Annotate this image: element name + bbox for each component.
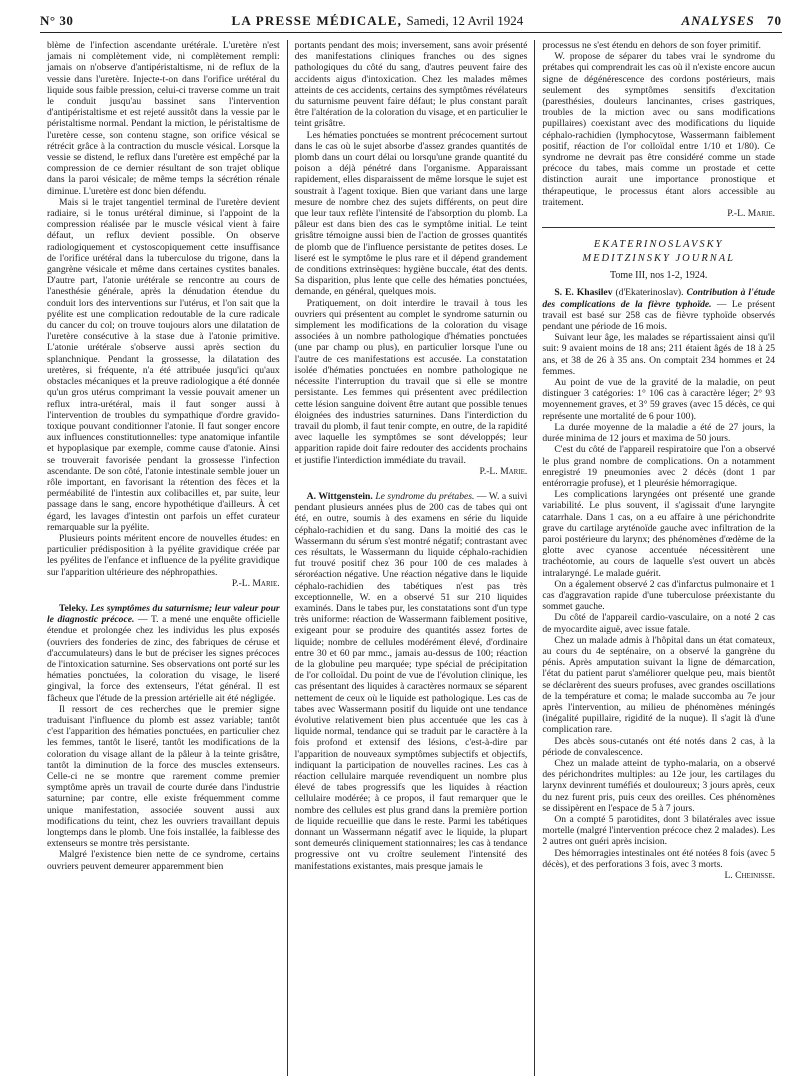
article-paragraph	[47, 603, 280, 704]
paragraph: Chez un malade admis à l'hôpital dans un état comateux, au cours du 4e septénaire, on a observé la gangrène du pénis. Après amputation suivant la ligne de démarcation, l'état du patient parut s'améliorer quelque peu, mais bientôt se déclarèrent des sueurs profuses, avec grandes oscillations de la température et coma; le malade succomba au 7e jour après l'intervention, au milieu de phénomènes méningés (inégalité pupillaire, rigidité de la nuque). Il s'agit là d'une complication rare.	[542, 634, 776, 736]
author-signature: L. Cheinisse.	[724, 870, 776, 882]
paragraph: Pratiquement, on doit interdire le travail à tous les ouvriers qui présentent au complet le syndrome saturnin ou simplement les modifications de la coloration du visage associées à un nombre pathologique d'hématies ponctuées (une par champ ou plus), en particulier lorsque l'une ou l'autre de ces manifestations est accusée. La constatation isolée d'hématies ponctuées en nombre pathologique ne nécessite l'interruption du travail que si elle se montre persistante. Les femmes qui présentent avec prédilection cette lésion sanguine doivent être autant que possible tenues éloignées des industries saturnines. Dans l'interdiction du travail du plomb, il faut tenir compte, en outre, de la rapidité avec laquelle les symptômes se sont développés; leur apparition rapide doit faire redouter des accidents prochains et justifie l'interdiction immédiate du travail.	[294, 297, 528, 466]
article-title: Contribution à l'étude des complications de la fièvre typhoïde.	[542, 287, 776, 310]
paragraph: Des hémorragies intestinales ont été notées 8 fois (avec 5 décès), et des perforations 3 fois, avec 3 morts.	[542, 847, 776, 870]
section-name: ANALYSES	[681, 13, 755, 28]
author-signature: P.-L. Marie.	[479, 465, 528, 477]
article-author: S. E. Khasilev	[554, 287, 613, 299]
paragraph: On a également observé 2 cas d'infarctus pulmonaire et 1 cas d'aggravation rapide d'une tuberculose préexistante du sommet gauche.	[542, 578, 776, 613]
paragraph: Suivant leur âge, les malades se répartissaient ainsi qu'il suit: 9 avaient moins de 18 ans; 211 étaient âgés de 18 à 25 ans, et 38 de 26 à 35 ans. On comptait 234 hommes et 24 femmes.	[542, 332, 776, 377]
section-page-number: 70	[766, 13, 782, 28]
page-header	[40, 10, 782, 33]
article-author: A. Wittgenstein.	[306, 490, 373, 502]
paragraph: C'est du côté de l'appareil respiratoire que l'on a observé le plus grand nombre de complications. On a notamment enregistré 19 pneumonies avec 2 décès (dont 1 par entérorragie profuse), et 1 pleurésie hémorragique.	[542, 444, 776, 489]
author-signature: P.-L. Marie.	[727, 208, 776, 220]
page-number: N° 30	[40, 13, 74, 28]
journal-name-line: EKATERINOSLAVSKY	[593, 239, 724, 251]
article-affiliation: (d'Ekaterinoslav).	[615, 287, 684, 299]
running-title	[232, 13, 524, 29]
paragraph: Les complications laryngées ont présenté une grande variabilité. Le plus souvent, il s'agissait d'une laryngite catarrhale. Dans 1 cas, on a eu affaire à une périchondrite grave du cartilage aryténoïde gauche avec infiltration de la paroi postérieure du larynx; des phénomènes d'œdème de la glotte avec cyanose accentuée nécessitèrent une trachéotomie, au cours de laquelle s'est ouvert un abcès intralaryngé. Le malade guérit.	[542, 489, 776, 579]
paragraph: Au point de vue de la gravité de la maladie, on peut distinguer 3 catégories: 1° 106 cas à caractère léger; 2° 93 moyennement graves, et 3° 59 graves (avec 15 décès, ce qui représente une mortalité de 6 pour 100).	[542, 377, 776, 422]
journal-name-line: MEDITZINSKY JOURNAL	[582, 253, 735, 265]
article-text: — Le présent travail est basé sur 258 cas de fièvre typhoïde observés pendant une période de 16 mois.	[542, 298, 776, 333]
article-title: Le syndrome du prétabes.	[375, 490, 475, 502]
paragraph: processus ne s'est étendu en dehors de son foyer primitif.	[542, 40, 761, 51]
article-text: — W. a suivi pendant plusieurs années plus de 200 cas de tabes qui ont été, en outre, soumis à des examens en série du liquide céphalo-rachidien et du sang. Dans la moitié des cas le Wassermann du sérum s'est montré négatif; contrastant avec ces résultats, le Wassermann du liquide céphalo-rachidien fut trouvé positif chez 36 pour 100 de ces malades à séroréaction négative. Une réaction négative dans le liquide céphalo-rachidien des tabétiques n'est pas très exceptionnelle, W. en a observé 51 sur 210 liquides examinés. Dans le tabes pur, les constatations sont d'un type très uniforme: réaction de Wassermann faiblement positive, exigeant pour se produire des quantités assez fortes de liquide; nombre de cellules modérément élevé, d'ordinaire entre 30 et 60 par mmc., jamais au-dessus de 100; réaction de la globuline peu marquée; type spécial de précipitation de l'or colloïdal. Du point de vue de l'évolution clinique, les cas présentant des liquides à caractères normaux se séparent nettement de ceux où le liquide est pathologique. Les cas de tabes avec Wassermann positif du liquide ont une tendance évolutive relativement bien plus accentuée que les cas à liquide normal, tendance qui se traduit par le caractère à la fois profond et extensif des lésions, c'est-à-dire par l'apparition de nouveaux symptômes subjectifs et objectifs, indiquant la participation de nouvelles racines. Les cas à réaction cellulaire marquée revendiquent un nombre plus élevé de tabes progressifs que les liquides à réaction cellulaire modérée; à ce propos, il faut remarquer que le nombre des cellules est plus grand dans la première portion de liquide recueillie que dans le reste. Parmi les tabétiques donnant un Wassermann négatif avec le liquide, la plupart sont demeurés cliniquement stationnaires; les cas à tendance progressive ont vu croître seulement l'intensité des manifestations existantes, mais presque jamais le	[294, 490, 528, 872]
paragraph: Plusieurs points méritent encore de nouvelles études: en particulier prédisposition à la pyélite gravidique créée par les pyélites de l'enfance et influence de la pyélite gravidique sur l'apparition ultérieure des néphropathies.	[47, 532, 280, 578]
paragraph: La durée moyenne de la maladie a été de 27 jours, la durée minima de 12 jours et maxima de 50 jours.	[542, 421, 776, 445]
author-signature: P.-L. Marie.	[231, 577, 280, 589]
paragraph: Il ressort de ces recherches que le premier signe traduisant l'influence du plomb est assez variable; tantôt c'est l'apparition des hématies ponctuées, en particulier chez les femmes, tantôt le liseré, tantôt les modifications de la coloration du visage allant de la pâleur à la teinte grisâtre, tantôt la diminution de la force des muscles extenseurs. Celle-ci ne se montre que rarement comme premier symptôme après un travail de courte durée dans l'industrie saturnine; par contre, elle existe fréquemment comme unique manifestation, associée souvent aussi aux modifications du teint, chez les ouvriers travaillant depuis longtemps dans le plomb. Une fois installée, la faiblesse des extenseurs se montre très persistante.	[47, 703, 280, 850]
article-author: Teleky.	[59, 602, 88, 614]
column-2	[287, 40, 535, 1076]
journal-title: LA PRESSE MÉDICALE,	[231, 13, 403, 28]
paragraph: Chez un malade atteint de typho-malaria, on a observé des périchondrites multiples: au 12e jour, les cartilages du larynx devinrent tuméfiés et douloureux; 3 jours après, ceux du nez furent pris, puis ceux des oreilles. Ces phénomènes se dissipèrent en l'espace de 5 à 7 jours.	[542, 757, 776, 814]
article-paragraph	[295, 491, 528, 872]
column-1	[40, 40, 287, 1076]
journal-name	[542, 238, 775, 266]
article-title: Les symptômes du saturnisme; leur valeur pour le diagnostic précoce.	[47, 602, 280, 626]
issue-date: Samedi, 12 Avril 1924	[406, 13, 524, 28]
section-divider	[542, 227, 775, 228]
article-text: — T. a mené une enquête officielle étendue et prolongée chez les individus les plus exposés (ouvriers des fonderies de zinc, des fabriques de céruse et d'accumulateurs) dans le but de préciser les signes précoces de l'intoxication saturnine. Ses observations ont porté sur les hématies ponctuées, la coloration du visage, le liseré gingival, la force des extenseurs, l'état général. Il est fâcheux que l'étude de la pression artérielle ait été négligée.	[47, 614, 280, 704]
paragraph: Malgré l'existence bien nette de ce syndrome, certains ouvriers peuvent demeurer apparemment bien	[47, 849, 280, 872]
paragraph: W. propose de séparer du tabes vrai le syndrome du prétabes qui comprendrait les cas où il n'existe encore aucun signe de dégénérescence des cordons postérieurs, mais seulement des symptômes sensitifs d'excitation (paresthésies, douleurs lancinantes, crises gastriques, troubles de la miction avec ou sans modifications pupillaires) coexistant avec des modifications du liquide céphalo-rachidien (lymphocytose, Wassermann faiblement positif, réaction de l'or colloïdal entre 1/10 et 1/80). Ce syndrome ne devrait pas être considéré comme un stade précoce du tabes, mais comme un prostade et cette distinction aurait une importance pronostique et thérapeutique, le processus étant alors accessible au traitement.	[542, 51, 776, 208]
paragraph: On a compté 5 parotidites, dont 3 bilatérales avec issue mortelle (malgré l'intervention précoce chez 2 malades). Les 2 autres ont guéri après incision.	[542, 814, 776, 848]
paragraph: Mais si le trajet tangentiel terminal de l'uretère devient radiaire, si le tonus urétéral diminue, si l'appoint de la compression réalisée par le muscle vésical vient à faire défaut, un reflux devient possible. On observe radiologiquement et cystoscopiquement cette insuffisance de l'orifice urétéral dans la tuberculose du trigone, dans la gangrène vésicale et même dans certaines cystites banales. D'autre part, l'atonie urétérale se rencontre au cours de l'anesthésie générale, après la dénudation étendue du conduit lors des interventions sur l'utérus, et l'on sait que la pyélite est une complication redoutable de la cure radicale du cancer du col; on trouve toujours alors une dilatation de l'uretère consécutive à la stase due à l'atonie primitive. L'atonie urétérale s'observe aussi après section du splanchnique. Pendant la grossesse, la dilatation des uretères, si fréquente, n'a été attribuée jusqu'ici qu'aux obstacles mécaniques et la preuve radiologique a été donnée qu'un gros utérus comprimant la vessie pouvait amener un reflux intra-urétéral, mais il faut songer aussi à l'intervention de troubles du sympathique d'ordre gravido-toxique pouvant conditionner l'atonie. Il faut songer encore aux influences constitutionnelles: type anatomique infantile et hypoplasique par exemple, comme cause d'atonie. Ainsi se trouverait favorisée pendant la grossesse l'infection ascendante. De son côté, l'atonie intestinale semble jouer un rôle important, en favorisant la rétention des fèces et la perméabilité de l'intestin aux colibacilles et, par suite, leur passage dans le sang, encore hypothétique d'ailleurs. À cet égard, les lavages d'intestin ont parfois un effet curateur remarquable sur la pyélite.	[47, 196, 280, 533]
paragraph: Des abcès sous-cutanés ont été notés dans 2 cas, à la période de convalescence.	[542, 735, 776, 758]
column-3	[534, 40, 782, 1076]
paragraph: blème de l'infection ascendante urétérale. L'uretère n'est jamais ni complètement vide, ni complètement rempli: jamais on n'observe d'antipéristaltisme, ni de reflux de la vessie dans l'uretère. Injecte-t-on dans l'orifice urétéral du liquide sous faible pression, celui-ci traverse comme un trait le conduit jusqu'au bassinet sans l'intervention d'antipéristaltisme et est rejeté aussitôt dans la vessie par le péristaltisme normal. Pendant la miction, le péristaltisme de l'uretère cesse, son contenu stagne, son orifice vésical se rétrécit grâce à la contraction du muscle vésical. Lorsque la vessie se distend, le reflux dans l'uretère est empêché par la compression de ce dernier résultant de son trajet oblique dans la paroi vésicale; de même temps la sécrétion rénale diminue. L'uretère est donc bien défendu.	[47, 40, 280, 197]
article-paragraph	[542, 287, 775, 332]
paragraph: Du côté de l'appareil cardio-vasculaire, on a noté 2 cas de myocardite aiguë, avec issue fatale.	[542, 612, 776, 635]
section-heading	[681, 13, 782, 29]
journal-issue: Tome III, nos 1-2, 1924.	[610, 270, 708, 282]
paragraph: portants pendant des mois; inversement, sans avoir présenté des manifestations cliniques franches ou des signes pathologiques du côté du sang, d'autres peuvent faire des accidents aigus d'intoxication. Chez les malades mêmes atteints de ces accidents, certains des symptômes révélateurs du saturnisme peuvent faire défaut; le plus constant paraît être l'altération de la coloration du visage, et en particulier le teint grisâtre.	[294, 40, 528, 130]
paragraph: Les hématies ponctuées se montrent précocement surtout dans le cas où le sujet absorbe d'assez grandes quantités de plomb dans un court délai ou lorsqu'une grande quantité du poison a déjà pénétré dans l'organisme. Apparaissant rapidement, elles disparaissent de même lorsque le sujet est soustrait à l'agent toxique. Bien que variant dans une large mesure de nombre chez des sujets différents, on peut dire que leur taux reflète l'intensité de l'absorption du plomb. La pâleur est dans bien des cas le symptôme initial. Le teint grisâtre témoigne aussi bien de l'action de grosses quantités de plomb que de l'influence persistante de petites doses. Le liseré est le symptôme le plus rare et il dépend grandement de conditions extrinsèques: hygiène buccale, état des dents. Sa disparition, plus lente que celle des hématies ponctuées, demande, en général, quelques mois.	[294, 129, 528, 298]
text-columns	[40, 40, 782, 1076]
